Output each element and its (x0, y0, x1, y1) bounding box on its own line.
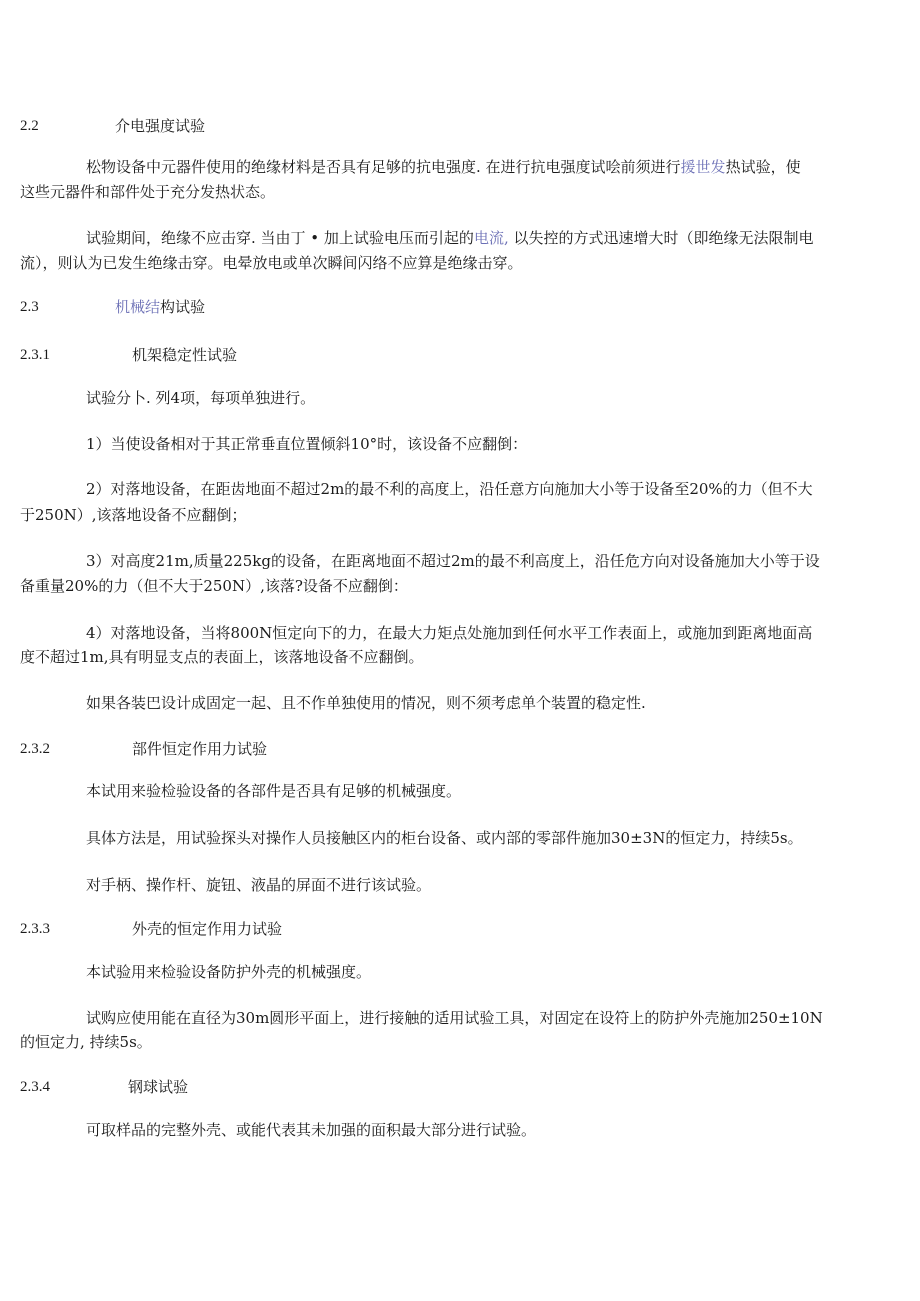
paragraph-line: 流），则认为已发生绝缘击穿。电晕放电或单次瞬间闪络不应算是绝缘击穿。 (20, 254, 523, 272)
paragraph-line: 度不超过1m,具有明显支点的表面上，该落地设备不应翻倒。 (20, 648, 424, 666)
text-run: 热试验，使 (725, 158, 801, 176)
paragraph-line (86, 229, 814, 247)
paragraph-line: 可取样品的完整外壳、或能代表其未加强的面积最大部分进行试验。 (86, 1121, 537, 1139)
text-run: 以失控的方式迅速增大时（即绝缘无法限制电 (508, 229, 814, 247)
list-item: 3）对高度21m,质量225kg的设备，在距离地面不超过2m的最不利高度上，沿任危方向对设备施加大小等于设 (86, 552, 820, 570)
paragraph-line (86, 158, 801, 176)
paragraph-line: 这些元器件和部件处于充分发热状态。 (20, 183, 276, 201)
paragraph-line: 的恒定力, 持续5s。 (20, 1033, 152, 1051)
section-number: 2.3.3 (20, 921, 50, 937)
text-run: 试验期间，绝缘不应击穿. 当由丁 • 加上试验电压而引起的 (86, 229, 474, 247)
section-title: 介电强度试验 (115, 117, 206, 135)
section-title (115, 298, 205, 316)
highlighted-text: 电流, (473, 229, 509, 247)
section-number: 2.3 (20, 299, 39, 315)
list-item: 1）当使设备相对于其正常垂直位置倾斜10°时，该设备不应翻倒： (86, 435, 528, 453)
section-number: 2.3.4 (20, 1079, 50, 1095)
paragraph-line: 对手柄、操作杆、旋钮、液晶的屏面不进行该试验。 (86, 876, 432, 894)
section-number: 2.3.1 (20, 347, 50, 363)
highlighted-text: 援世发 (680, 158, 726, 176)
paragraph-line: 于250N）,该落地设备不应翻倒； (20, 506, 247, 524)
paragraph-line: 如果各装巴设计成固定一起、且不作单独使用的情况，则不须考虑单个装置的稳定性. (86, 694, 646, 712)
paragraph-line: 试验分卜. 列4项，每项单独进行。 (86, 389, 316, 407)
section-title: 外壳的恒定作用力试验 (132, 920, 283, 938)
section-number: 2.3.2 (20, 741, 50, 757)
paragraph-line: 本试用来验检验设备的各部件是否具有足够的机械强度。 (86, 782, 462, 800)
paragraph-line: 备重量20%的力（但不大于250N）,该落?设备不应翻倒： (20, 577, 408, 595)
text-run: 松物设备中元器件使用的绝缘材料是否具有足够的抗电强度. 在进行抗电强度试哙前须进行 (86, 158, 681, 176)
text-run: 构试验 (160, 298, 206, 316)
paragraph-line: 试购应使用能在直径为30m圆形平面上，进行接触的适用试验工具，对固定在设符上的防护外壳施加250±10N (86, 1009, 823, 1027)
section-title: 钢球试验 (128, 1078, 189, 1096)
list-item: 4）对落地设备，当将800N恒定向下的力，在最大力矩点处施加到任何水平工作表面上，或施加到距离地面高 (86, 624, 813, 642)
section-number: 2.2 (20, 118, 39, 134)
section-title: 部件恒定作用力试验 (132, 740, 268, 758)
list-item: 2）对落地设备，在距齿地面不超过2m的最不利的高度上，沿任意方向施加大小等于设备至20%的力（但不大 (86, 480, 813, 498)
section-title: 机架稳定性试验 (132, 346, 238, 364)
paragraph-line: 具体方法是，用试验探头对操作人员接触区内的柜台设备、或内部的零部件施加30±3N的恒定力，持续5s。 (86, 829, 803, 847)
paragraph-line: 本试验用来检验设备防护外壳的机械强度。 (86, 963, 372, 981)
highlighted-text: 机械结 (115, 298, 161, 316)
